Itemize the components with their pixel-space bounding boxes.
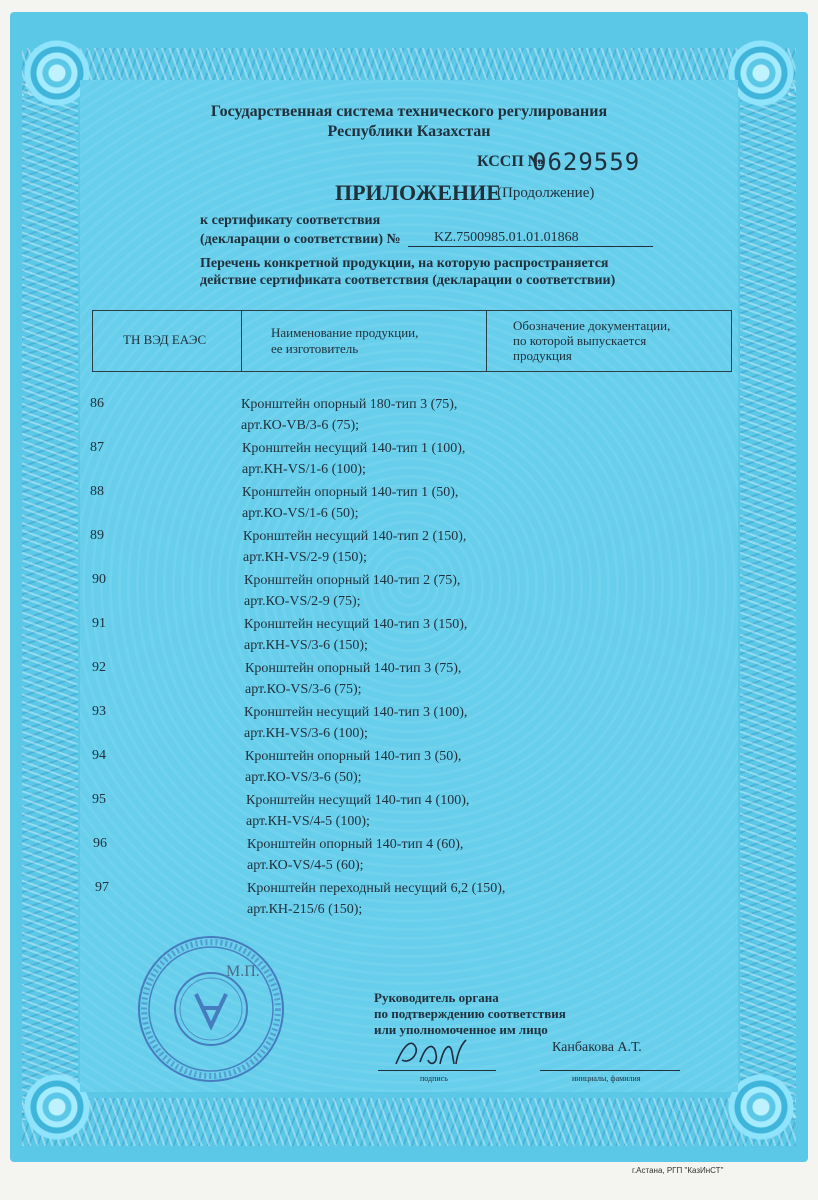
item-article: арт.КО-VS/4-5 (60); <box>247 858 364 873</box>
title-note: (Продолжение) <box>497 185 595 201</box>
item-article: арт.КН-215/6 (150); <box>247 902 363 917</box>
item-name: Кронштейн несущий 140-тип 2 (150), <box>243 529 467 544</box>
header-line-1: Государственная система технического регулирования <box>210 103 608 120</box>
item-article: арт.КН-VS/3-6 (150); <box>244 638 368 653</box>
column-header-name-2: ее изготовитель <box>271 341 359 356</box>
signatory-line-2: по подтверждению соответствия <box>374 1006 566 1021</box>
item-article: арт.КН-VS/4-5 (100); <box>246 814 370 829</box>
item-number: 92 <box>92 660 106 675</box>
column-header-code: ТН ВЭД ЕАЭС <box>123 332 207 347</box>
item-number: 88 <box>90 484 104 499</box>
list-item <box>244 570 460 612</box>
item-article: арт.КО-VS/3-6 (50); <box>245 770 362 785</box>
column-header-name-1: Наименование продукции, <box>271 325 419 340</box>
list-item <box>244 614 467 656</box>
item-article: арт.КО-VS/3-6 (75); <box>245 682 362 697</box>
signatory-line-1: Руководитель органа <box>374 990 499 1005</box>
left-border-pattern <box>22 80 78 1120</box>
official-stamp-icon <box>136 934 286 1084</box>
bottom-border-pattern <box>22 1098 796 1146</box>
products-table-header <box>92 310 732 372</box>
item-number: 93 <box>92 704 106 719</box>
cert-line-1: к сертификату соответствия <box>200 213 381 228</box>
cert-line-2: (декларации о соответствии) № <box>200 232 401 247</box>
list-item <box>241 394 457 436</box>
item-article: арт.КН-VS/1-6 (100); <box>242 462 366 477</box>
item-article: арт.КН-VS/3-6 (100); <box>244 726 368 741</box>
table-divider <box>241 311 242 371</box>
scope-line-1: Перечень конкретной продукции, на которую распространяется <box>200 256 609 271</box>
signature-block <box>374 990 566 1038</box>
stamp-place-label: М.П. <box>226 963 260 980</box>
item-name: Кронштейн опорный 140-тип 4 (60), <box>247 837 464 852</box>
item-article: арт.КО-VS/2-9 (75); <box>244 594 361 609</box>
item-name: Кронштейн опорный 140-тип 1 (50), <box>242 485 459 500</box>
handwritten-signature-icon <box>390 1034 470 1074</box>
signature-line <box>378 1070 496 1071</box>
item-name: Кронштейн несущий 140-тип 1 (100), <box>242 441 466 456</box>
list-item <box>247 834 463 876</box>
item-number: 89 <box>90 528 104 543</box>
signature-caption: подпись <box>420 1074 448 1083</box>
ksp-label: КССП № <box>477 153 544 170</box>
column-header-doc-2: по которой выпускается <box>513 333 647 348</box>
column-header-doc-3: продукция <box>513 348 572 363</box>
column-header-doc-1: Обозначение документации, <box>513 318 671 333</box>
list-item <box>245 746 461 788</box>
scope-line-2: действие сертификата соответствия (декларации о соответствии) <box>200 273 616 288</box>
table-divider <box>486 311 487 371</box>
page-title: ПРИЛОЖЕНИЕ <box>335 180 501 205</box>
certificate-number <box>408 230 653 247</box>
item-number: 97 <box>95 880 109 895</box>
item-name: Кронштейн опорный 180-тип 3 (75), <box>241 397 458 412</box>
list-item <box>242 438 465 480</box>
item-name: Кронштейн переходный несущий 6,2 (150), <box>247 881 506 896</box>
item-name: Кронштейн опорный 140-тип 3 (75), <box>245 661 462 676</box>
item-number: 87 <box>90 440 104 455</box>
certificate-number-value: KZ.7500985.01.01.01868 <box>434 230 579 245</box>
list-item <box>244 702 467 744</box>
list-item <box>246 790 469 832</box>
header-line-2: Республики Казахстан <box>327 123 491 140</box>
item-article: арт.КО-VB/3-6 (75); <box>241 418 360 433</box>
name-caption: инициалы, фамилия <box>572 1074 641 1083</box>
signatory-name: Канбакова А.Т. <box>552 1040 642 1055</box>
item-number: 95 <box>92 792 106 807</box>
name-line <box>540 1070 680 1071</box>
item-number: 96 <box>93 836 107 851</box>
ksp-number: 0629559 <box>532 148 641 176</box>
item-name: Кронштейн опорный 140-тип 3 (50), <box>245 749 462 764</box>
list-item <box>243 526 466 568</box>
item-name: Кронштейн несущий 140-тип 3 (150), <box>244 617 468 632</box>
item-article: арт.КН-VS/2-9 (150); <box>243 550 367 565</box>
item-number: 91 <box>92 616 106 631</box>
item-number: 90 <box>92 572 106 587</box>
item-name: Кронштейн несущий 140-тип 3 (100), <box>244 705 468 720</box>
item-name: Кронштейн опорный 140-тип 2 (75), <box>244 573 461 588</box>
list-item <box>242 482 458 524</box>
list-item <box>247 878 505 920</box>
item-number: 86 <box>90 396 104 411</box>
item-name: Кронштейн несущий 140-тип 4 (100), <box>246 793 470 808</box>
right-border-pattern <box>740 80 796 1120</box>
signatory-line-3: или уполномоченное им лицо <box>374 1022 548 1037</box>
item-number: 94 <box>92 748 106 763</box>
printer-footer: г.Астана, РГП "КазИнСТ" <box>632 1166 724 1175</box>
item-article: арт.КО-VS/1-6 (50); <box>242 506 359 521</box>
list-item <box>245 658 461 700</box>
